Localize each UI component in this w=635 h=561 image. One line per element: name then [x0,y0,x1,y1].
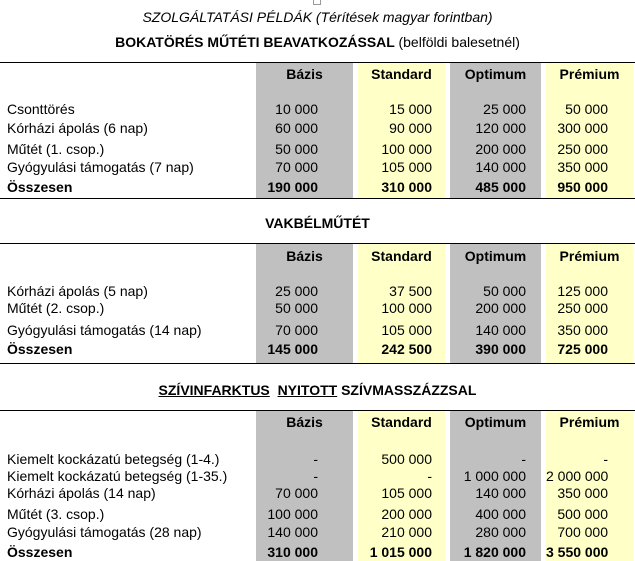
total-label: Összesen [7,179,73,195]
cell-value: 350 000 [557,159,608,175]
table-rule [0,243,635,244]
cell-value: 140 000 [475,159,526,175]
section-title: VAKBÉLMŰTÉT [265,215,370,231]
cell-value: 100 000 [381,141,432,157]
column-header: Prémium [559,414,620,430]
cell-value: 37 500 [389,283,432,299]
total-value: 950 000 [557,179,608,195]
row-label: Kórházi ápolás (5 nap) [7,283,148,299]
table-rule [0,198,635,199]
cell-value: 60 000 [275,120,318,136]
cell-value: 25 000 [483,101,526,117]
cell-value: 70 000 [275,159,318,175]
cell-value: 100 000 [381,300,432,316]
total-label: Összesen [7,341,73,357]
total-label: Összesen [7,544,73,560]
column-header: Optimum [464,414,527,430]
column-header: Bázis [286,414,323,430]
total-value: 310 000 [381,179,432,195]
column-header: Prémium [559,66,620,82]
cell-value: 50 000 [275,141,318,157]
total-value: 190 000 [267,179,318,195]
cell-value: 25 000 [275,283,318,299]
document-subtitle: SZOLGÁLTATÁSI PÉLDÁK (Térítések magyar forintban) [142,9,493,25]
cell-value: 120 000 [475,120,526,136]
column-header: Optimum [464,248,527,264]
cell-value: 200 000 [475,141,526,157]
cell-value: 350 000 [557,485,608,501]
document-title [0,34,635,50]
cell-value: 70 000 [275,485,318,501]
cell-value: 50 000 [565,101,608,117]
column-header: Bázis [286,248,323,264]
cell-value: 10 000 [275,101,318,117]
cell-value: 100 000 [267,506,318,522]
cell-value: 105 000 [381,159,432,175]
row-label: Műtét (2. csop.) [7,300,105,316]
cell-value: 2 000 000 [546,468,609,484]
cell-value: 350 000 [557,322,608,338]
cell-value: 400 000 [475,506,526,522]
total-value: 725 000 [557,341,608,357]
cell-value: 140 000 [267,524,318,540]
cell-value: 50 000 [275,300,318,316]
cell-value: 105 000 [381,322,432,338]
column-header: Standard [371,66,432,82]
cell-value: - [521,451,526,467]
anchor-mark [313,0,321,5]
cell-value: 700 000 [557,524,608,540]
row-label: Kiemelt kockázatú betegség (1-4.) [7,451,220,467]
cell-value: 250 000 [557,300,608,316]
cell-value: 500 000 [381,451,432,467]
row-label: Kórházi ápolás (14 nap) [7,485,156,501]
cell-value: - [313,468,318,484]
cell-value: 250 000 [557,141,608,157]
row-label: Gyógyulási támogatás (28 nap) [7,524,202,540]
cell-value: 500 000 [557,506,608,522]
total-value: 3 550 000 [546,544,609,560]
cell-value: - [427,468,432,484]
section-title-part: SZÍVINFARKTUS [158,382,270,398]
column-header: Bázis [286,66,323,82]
cell-value: 140 000 [475,485,526,501]
total-value: 242 500 [381,341,432,357]
cell-value: - [313,451,318,467]
total-value: 1 820 000 [463,544,526,560]
row-label: Gyógyulási támogatás (7 nap) [7,159,194,175]
row-label: Gyógyulási támogatás (14 nap) [7,322,202,338]
column-header: Standard [371,248,432,264]
cell-value: 280 000 [475,524,526,540]
cell-value: 15 000 [389,101,432,117]
row-label: Kiemelt kockázatú betegség (1-35.) [7,468,228,484]
row-label: Műtét (1. csop.) [7,141,105,157]
title-note: (belföldi balesetnél) [398,34,520,50]
cell-value: - [603,451,608,467]
row-label: Műtét (3. csop.) [7,506,105,522]
cell-value: 140 000 [475,322,526,338]
section-title-part: SZÍVMASSZÁZZSAL [341,382,477,398]
total-value: 1 015 000 [369,544,432,560]
total-value: 485 000 [475,179,526,195]
total-value: 310 000 [267,544,318,560]
cell-value: 90 000 [389,120,432,136]
cell-value: 300 000 [557,120,608,136]
total-value: 390 000 [475,341,526,357]
cell-value: 1 000 000 [463,468,526,484]
table-rule [0,410,635,411]
column-header: Standard [371,414,432,430]
cell-value: 50 000 [483,283,526,299]
cell-value: 210 000 [381,524,432,540]
row-label: Csonttörés [7,101,75,117]
column-header: Optimum [464,66,527,82]
cell-value: 70 000 [275,322,318,338]
cell-value: 200 000 [381,506,432,522]
section-title-part: NYITOTT [277,382,338,398]
cell-value: 125 000 [557,283,608,299]
total-value: 145 000 [267,341,318,357]
table-rule [0,62,635,63]
title-text: BOKATÖRÉS MŰTÉTI BEAVATKOZÁSSAL [115,34,395,50]
column-header: Prémium [559,248,620,264]
cell-value: 105 000 [381,485,432,501]
table-rule [0,363,635,364]
section-title [0,382,635,398]
row-label: Kórházi ápolás (6 nap) [7,120,148,136]
cell-value: 200 000 [475,300,526,316]
